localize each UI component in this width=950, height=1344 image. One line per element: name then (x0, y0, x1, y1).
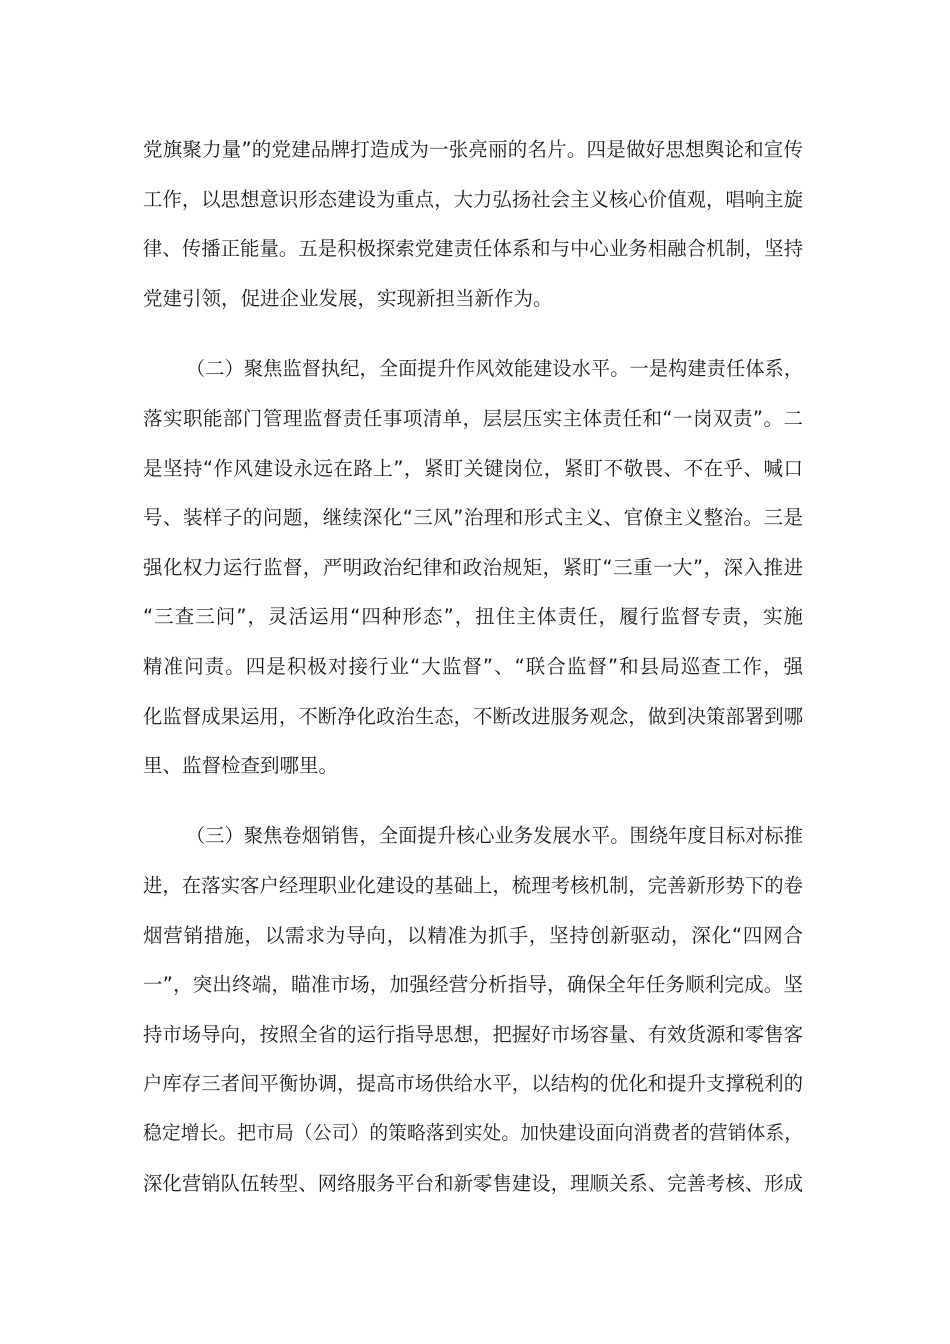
text-line: 里、监督检查到哪里。 (143, 754, 339, 777)
text-line: 精准问责。四是积极对接行业“大监督”、“联合监督”和县局巡查工作，强 (143, 655, 803, 678)
text-line: （二）聚焦监督执纪，全面提升作风效能建设水平。一是构建责任体系， (186, 357, 803, 380)
text-line: 持市场导向，按照全省的运行指导思想，把握好市场容量、有效货源和零售客 (143, 1023, 803, 1046)
text-line: 党建引领，促进企业发展，实现新担当新作为。 (143, 287, 553, 310)
text-line: 进，在落实客户经理职业化建设的基础上，梳理考核机制，完善新形势下的卷 (143, 874, 803, 897)
text-line: “三查三问”，灵活运用“四种形态”，扭住主体责任，履行监督专责，实施 (143, 605, 803, 628)
text-line: 一”，突出终端，瞄准市场，加强经营分析指导，确保全年任务顺利完成。坚 (143, 973, 803, 996)
text-line: 是坚持“作风建设永远在路上”，紧盯关键岗位，紧盯不敬畏、不在乎、喊口 (143, 457, 803, 480)
text-line: 党旗聚力量”的党建品牌打造成为一张亮丽的名片。四是做好思想舆论和宣传 (143, 138, 803, 161)
text-line: 强化权力运行监督，严明政治纪律和政治规矩，紧盯“三重一大”，深入推进 (143, 556, 803, 579)
text-line: 落实职能部门管理监督责任事项清单，层层压实主体责任和“一岗双责”。二 (143, 407, 803, 430)
text-line: 工作，以思想意识形态建设为重点，大力弘扬社会主义核心价值观，唱响主旋 (143, 188, 803, 211)
text-line: 深化营销队伍转型、网络服务平台和新零售建设，理顺关系、完善考核、形成 (143, 1172, 803, 1195)
text-line: 化监督成果运用，不断净化政治生态，不断改进服务观念，做到决策部署到哪 (143, 705, 803, 728)
text-line: （三）聚焦卷烟销售，全面提升核心业务发展水平。围绕年度目标对标推 (186, 824, 803, 847)
text-line: 号、装样子的问题，继续深化“三风”治理和形式主义、官僚主义整治。三是 (143, 506, 803, 529)
text-line: 户库存三者间平衡协调，提高市场供给水平，以结构的优化和提升支撑税利的 (143, 1072, 803, 1095)
text-line: 烟营销措施，以需求为导向，以精准为抓手，坚持创新驱动，深化“四网合 (143, 924, 803, 947)
text-line: 稳定增长。把市局（公司）的策略落到实处。加快建设面向消费者的营销体系， (143, 1123, 803, 1144)
text-line: 律、传播正能量。五是积极探索党建责任体系和与中心业务相融合机制，坚持 (143, 237, 803, 260)
